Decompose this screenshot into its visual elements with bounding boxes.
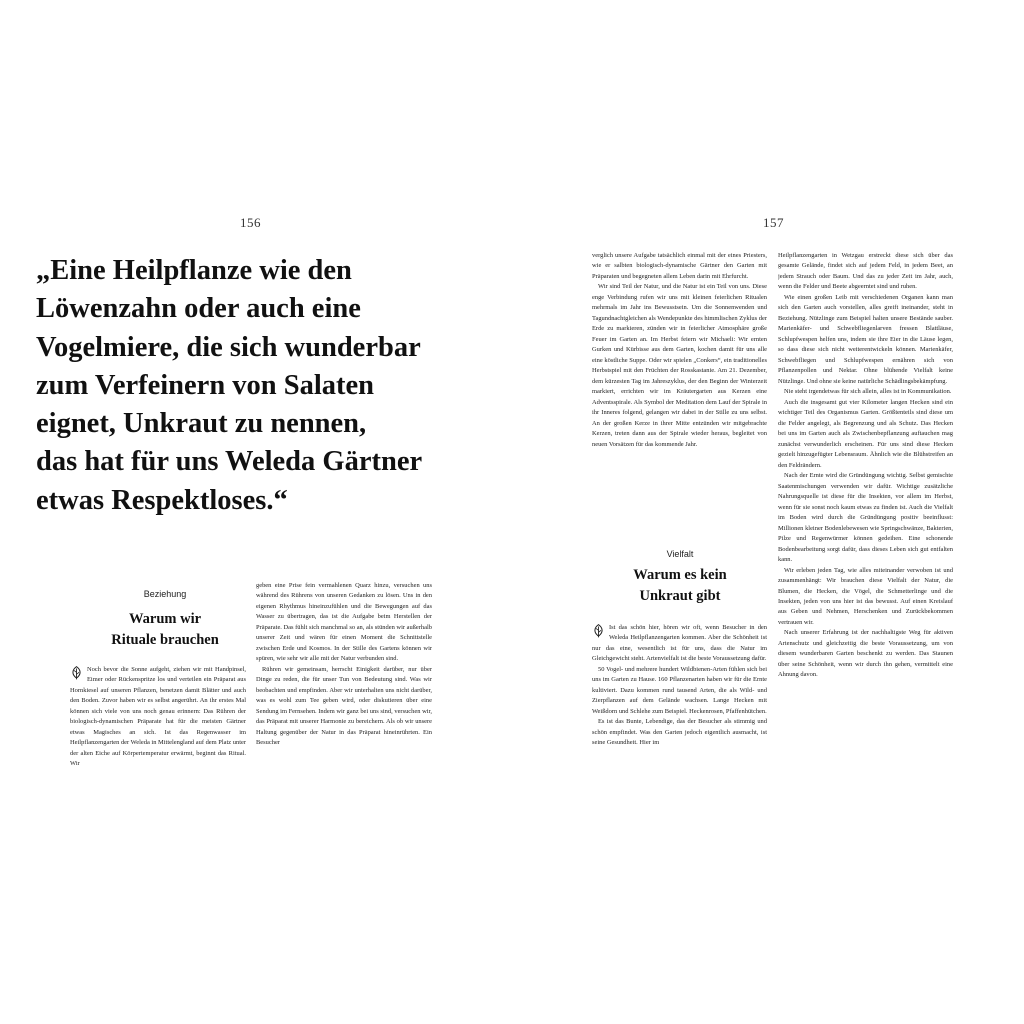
quote-line: eignet, Unkraut zu nennen, (36, 408, 367, 440)
text-column-1 (70, 665, 246, 799)
paragraph: Nach unserer Erfahrung ist der nachhaltigste Weg für aktiven Artenschutz und gleichzeitig die beste Voraussetzung, um von diesem wunderbaren Garten beschenkt zu werden. Das Staunen über seine Schönheit, wenn wir durch ihn gehen, vermittelt eine Ahnung davon. (778, 629, 953, 679)
text-column-3-top (592, 251, 767, 514)
quote-line: Löwenzahn oder auch eine (36, 293, 361, 325)
paragraph (592, 623, 767, 665)
paragraph: Wir erleben jeden Tag, wie alles miteinander verwoben ist und zusammenhängt: Wir brauchen diese Vielfalt der Natur, die Blumen, die Hecken, die Vögel, die Schmetterlinge und die Insekten, jeden von uns hier ist das bewusst. Auf einen Kreislauf aus Geben und Nehmen, Herschenken und Zurückbekommen vertrauen wir. (778, 566, 953, 626)
page-number-right: 157 (763, 215, 784, 230)
paragraph: geben eine Prise fein vermahlenen Quarz hinzu, versuchen uns während des Rührens von unseren Gedanken zu lösen. Uns in den eigenen Rhythmus hineinzufühlen und die Bewegungen auf das Wasser zu übertragen, das ist die Aufgabe beim Herstellen der Präparate. Das fühlt sich manchmal so an, als stünden wir außerhalb unserer Zeit und wären für einen Moment die Schnittstelle zwischen Erde und Kosmos. In der Stille des Gartens können wir spüren, wie sehr wir alle mit der Natur verbunden sind. (256, 582, 432, 663)
paragraph: Nach der Ernte wird die Gründüngung wichtig. Selbst gemischte Saatenmischungen verwenden wir dafür. Wichtige zusätzliche Nahrungsquelle ist diese für die Insekten, vor allem im Herbst, wenn für sie sonst noch kaum etwas zu finden ist. Auch die Vielfalt im Boden wird durch die Gründüngung positiv beeinflusst: Millionen kleiner Bodenlebewesen wie Springschwänze, Bakterien, Pilze und Regenwürmer können gedeihen. Eine schonende Bodenbearbeitung sorgt dafür, dass dieses Leben sich gut entfalten kann. (778, 472, 953, 564)
section-kicker-beziehung: Beziehung (143, 589, 187, 599)
leaf-icon (592, 624, 605, 638)
quote-line: zum Verfeinern von Salaten (36, 369, 375, 401)
paragraph: Wie einen großen Leib mit verschiedenen Organen kann man sich den Garten auch vorstellen, alles greift ineinander, steht in Beziehung. Nützlinge zum Beispiel halten unsere Bestände sauber. Marienkäfer- und Schwebfliegenlarven fressen Blattläuse, Schlupfwespen helfen uns, indem sie ihre Eier in die Läuse legen, so dass diese sich nicht weiterentwickeln können. Marienkäfer, Schwebfliegen und Schlupfwespen ernähren sich von Pflanzenpollen und Nektar. Ohne blühende Vielfalt keine Nützlinge. Und ohne sie keine natürliche Schädlingsbekämpfung. (778, 293, 953, 385)
quote-line: Vogelmiere, die sich wunderbar (36, 331, 421, 363)
paragraph: 50 Vogel- und mehrere hundert Wildbienen-Arten fühlen sich bei uns im Garten zu Hause. 160 Pflanzenarten haben wir für die Ernte kultiviert. Dazu kommen rund tausend Arten, die als Wild- und Zierpflanzen auf dem Gelände wachsen. Lange Hecken mit Weißdorn und Schlehe zum Beispiel. Heckenrosen, Pfaffenhütchen. (592, 665, 767, 715)
quote-line: etwas Respektloses.“ (36, 484, 288, 516)
paragraph-text: Noch bevor die Sonne aufgeht, ziehen wir mit Handpinsel, Eimer oder Rückenspritze los und verteilen ein Präparat aus Hornkiesel auf unseren Pflanzen, benetzen damit Blätter und auch den Boden. Zuvor haben wir es selbst angerührt. An ihr erstes Mal können sich viele von uns noch genau erinnern: Das Rühren der biologisch-dynamischen Präparate hat für die meisten Gärtner etwas Magisches an sich. Ist das Regenwasser im Heilpflanzengarten der Weleda in Mittelengland auf dem Platz unter der alten Eiche auf Körpertemperatur erwärmt, beginnt das Ritual. Wir (70, 666, 246, 768)
text-column-4 (778, 251, 953, 817)
section-title-line: Warum wir (128, 611, 202, 627)
leaf-icon (70, 666, 83, 680)
paragraph: Heilpflanzengarten in Wetzgau erstreckt diese sich über das gesamte Gelände, findet sich auf jedem Feld, in jedem Beet, an jedem Strauch oder Baum. Und das zu jeder Zeit im Jahr, auch, wenn die Felder und Beete abgeerntet sind und ruhen. (778, 252, 953, 291)
section-kicker-vielfalt: Vielfalt (666, 549, 694, 559)
pull-quote (36, 252, 456, 520)
page-number-left: 156 (240, 215, 261, 230)
section-title-rituale (70, 609, 260, 651)
paragraph: Es ist das Bunte, Lebendige, das der Besucher als stimmig und schön empfindet. Was den Garten jedoch eigentlich ausmacht, ist seine Gesundheit. Hier im (592, 718, 767, 747)
text-column-3-bottom (592, 623, 767, 816)
paragraph: Rühren wir gemeinsam, herrscht Einigkeit darüber, nur über Dinge zu reden, die für unser Tun von Bedeutung sind. Was wir beobachten und empfinden. Aber wir unterhalten uns nicht darüber, was es wohl zum Tee geben wird, oder diskutieren über eine Sendung im Fernsehen. Indem wir ganz bei uns sind, versuchen wir, das Präparat mit unserer Harmonie zu bereichern. Als ob wir unsere Haltung gegenüber der Natur in das Präparat hineinrührten. Ein Besucher (256, 665, 432, 747)
paragraph (70, 665, 246, 770)
quote-line: „Eine Heilpflanze wie den (36, 255, 352, 286)
section-title-line: Warum es kein (633, 567, 727, 583)
quote-line: das hat für uns Weleda Gärtner (36, 446, 423, 478)
text-column-2 (256, 581, 432, 799)
section-title-line: Rituale brauchen (111, 632, 219, 648)
paragraph: verglich unsere Aufgabe tatsächlich einmal mit der eines Priesters, wie er salbten biologisch-dynamische Gärtner den Garten mit Präparaten und begegneten allem Leben darin mit Ehrfurcht. (592, 252, 767, 280)
section-title-unkraut (585, 565, 775, 607)
paragraph: Auch die insgesamt gut vier Kilometer langen Hecken sind ein wichtiger Teil des Organismus Garten. Größtenteils sind diese um die Felder angelegt, als Begrenzung und als Schutz. Das Hecken bei uns im Garten auch als Zwischenbepflanzung auftauchen mag zunächst verwunderlich erscheinen. Für uns sind diese Hecken gezielt hinzugefügter Lebensraum. Ähnlich wie die Blühstreifen an den Feldrändern. (778, 398, 953, 469)
paragraph: Wir sind Teil der Natur, und die Natur ist ein Teil von uns. Diese enge Verbindung rufen wir uns mit kleinen feierlichen Ritualen mehrmals im Jahr ins Bewusstsein. Um die Sonnenwenden und Tagundnachtgleichen als Wendepunkte des himmlischen Zyklus der Erde zu markieren, zünden wir in feierlicher Atmosphäre große Feuer im Garten an. Im Herbst feiern wir Michaeli: Wir ernten Gurken und Kürbisse aus dem Garten, kochen damit für uns alle eine köstliche Suppe. Oder wir spielen „Conkers“, ein traditionelles Herbstspiel mit den Früchten der Rosskastanie. Am 21. Dezember, dem kürzesten Tag im Jahreszyklus, der den Beginn der Winterzeit markiert, errichten wir im Kräutergarten aus Kerzen eine Adventsspirale. Als Symbol der Meditation dem Lauf der Spirale in ihr Inneres folgend, gelangen wir dabei in der Stille zu uns selbst. An der großen Kerze in ihrer Mitte entzünden wir mitgebrachte Kerzen, treten dann aus der Spirale wieder heraus, begleitet von neuen Vorsätzen für das kommende Jahr. (592, 283, 767, 448)
paragraph: Nie steht irgendetwas für sich allein, alles ist in Kommunikation. (784, 388, 952, 396)
paragraph-text: Ist das schön hier, hören wir oft, wenn Besucher in den Weleda Heilpflanzengarten kommen. Aber die Schönheit ist nur das eine, wesentlich ist für uns, dass die Natur im Gleichgewicht steht. Artenvielfalt ist die beste Voraussetzung dafür. (592, 624, 767, 663)
section-title-line: Unkraut gibt (639, 588, 721, 604)
